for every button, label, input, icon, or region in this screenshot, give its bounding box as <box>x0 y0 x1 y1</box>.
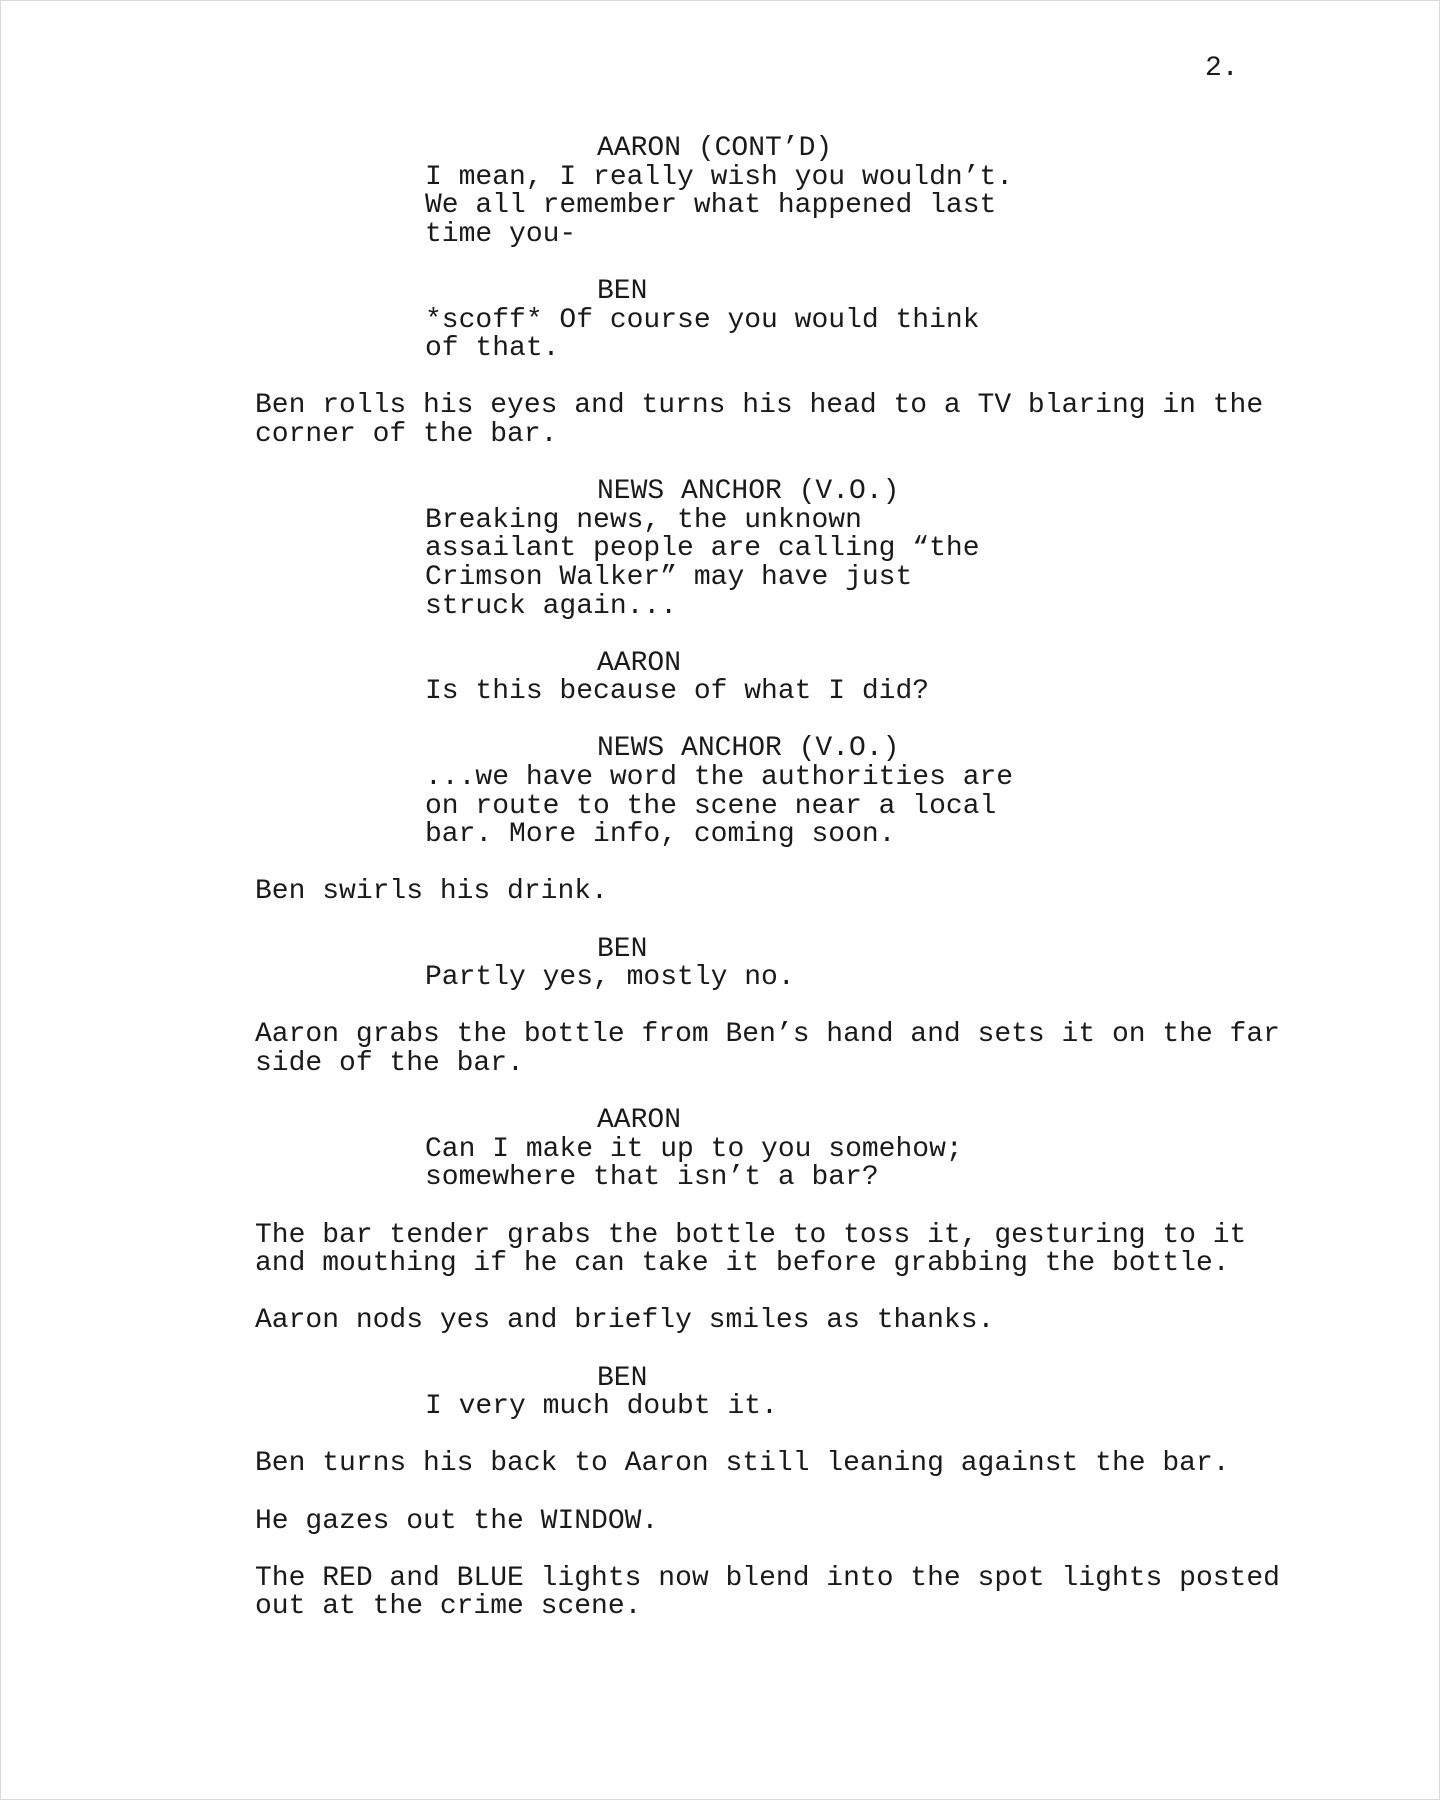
dialogue-line: We all remember what happened last <box>425 190 997 222</box>
page-number: 2. <box>1205 53 1239 84</box>
blank-line <box>1 1079 1439 1108</box>
action-line: side of the bar. <box>255 1048 524 1079</box>
action-line: and mouthing if he can take it before grabbing the bottle. <box>255 1248 1230 1280</box>
dialogue-line: bar. More info, coming soon. <box>425 819 896 851</box>
action-block <box>255 1307 1439 1336</box>
dialogue-line: Crimson Walker” may have just <box>425 561 913 593</box>
character-cue: BEN <box>597 275 648 307</box>
character-cue: AARON (CONT’D) <box>597 133 833 164</box>
dialogue-line: somewhere that isn’t a bar? <box>425 1162 879 1194</box>
action-line: Ben turns his back to Aaron still leaning against the bar. <box>255 1448 1230 1480</box>
dialogue-line: on route to the scene near a local <box>425 790 997 822</box>
dialogue-block <box>425 1393 1439 1422</box>
character-cue: AARON <box>597 1105 682 1137</box>
character-cue: NEWS ANCHOR (V.O.) <box>597 733 900 765</box>
dialogue-block <box>425 678 1439 707</box>
dialogue-line: Breaking news, the unknown <box>425 504 862 536</box>
action-line: out at the crime scene. <box>255 1591 642 1623</box>
dialogue-line: Is this because of what I did? <box>425 676 930 708</box>
dialogue-line: struck again... <box>425 590 678 622</box>
blank-line <box>1 450 1439 479</box>
blank-line <box>1 621 1439 650</box>
blank-line <box>1 907 1439 936</box>
dialogue-block <box>425 161 1439 250</box>
dialogue-line: of that. <box>425 333 560 365</box>
blank-line <box>1 1536 1439 1565</box>
action-line: He gazes out the WINDOW. <box>255 1505 659 1537</box>
dialogue-line: Can I make it up to you somehow; <box>425 1133 963 1165</box>
action-line: corner of the bar. <box>255 418 558 450</box>
blank-line <box>1 707 1439 736</box>
blank-line <box>1 993 1439 1022</box>
blank-line <box>1 1193 1439 1222</box>
action-line: The bar tender grabs the bottle to toss it, gesturing to it <box>255 1219 1247 1251</box>
blank-line <box>1 850 1439 879</box>
action-block <box>255 1562 1439 1623</box>
dialogue-line: time you- <box>425 218 577 250</box>
dialogue-line: *scoff* Of course you would think <box>425 304 980 336</box>
blank-line <box>1 1336 1439 1365</box>
action-block <box>255 878 1439 907</box>
action-line: Aaron nods yes and briefly smiles as thanks. <box>255 1305 995 1337</box>
action-block <box>255 392 1439 449</box>
action-line: Ben rolls his eyes and turns his head to a TV blaring in the <box>255 390 1264 422</box>
dialogue-line: ...we have word the authorities are <box>425 762 1014 794</box>
character-cue: AARON <box>597 647 682 679</box>
character-cue: BEN <box>597 933 648 965</box>
action-line: The RED and BLUE lights now blend into the spot lights posted <box>255 1562 1280 1594</box>
dialogue-line: I very much doubt it. <box>425 1391 778 1423</box>
blank-line <box>1 364 1439 393</box>
action-block <box>255 1021 1439 1078</box>
dialogue-block <box>425 504 1439 622</box>
blank-line <box>1 1279 1439 1308</box>
character-cue: BEN <box>597 1362 648 1394</box>
action-line: Ben swirls his drink. <box>255 876 608 908</box>
blank-line <box>1 1422 1439 1451</box>
dialogue-block <box>425 764 1439 850</box>
script-body <box>1 135 1439 1622</box>
dialogue-block <box>425 304 1439 365</box>
character-cue: NEWS ANCHOR (V.O.) <box>597 476 900 508</box>
dialogue-block <box>425 1133 1439 1194</box>
action-block <box>255 1219 1439 1280</box>
dialogue-line: assailant people are calling “the <box>425 533 980 565</box>
dialogue-block <box>425 964 1439 993</box>
action-block <box>255 1505 1439 1537</box>
action-line: Aaron grabs the bottle from Ben’s hand and sets it on the far <box>255 1019 1280 1051</box>
blank-line <box>1 1479 1439 1508</box>
blank-line <box>1 249 1439 278</box>
dialogue-line: Partly yes, mostly no. <box>425 962 795 994</box>
action-block <box>255 1450 1439 1479</box>
dialogue-line: I mean, I really wish you wouldn’t. <box>425 161 1014 193</box>
